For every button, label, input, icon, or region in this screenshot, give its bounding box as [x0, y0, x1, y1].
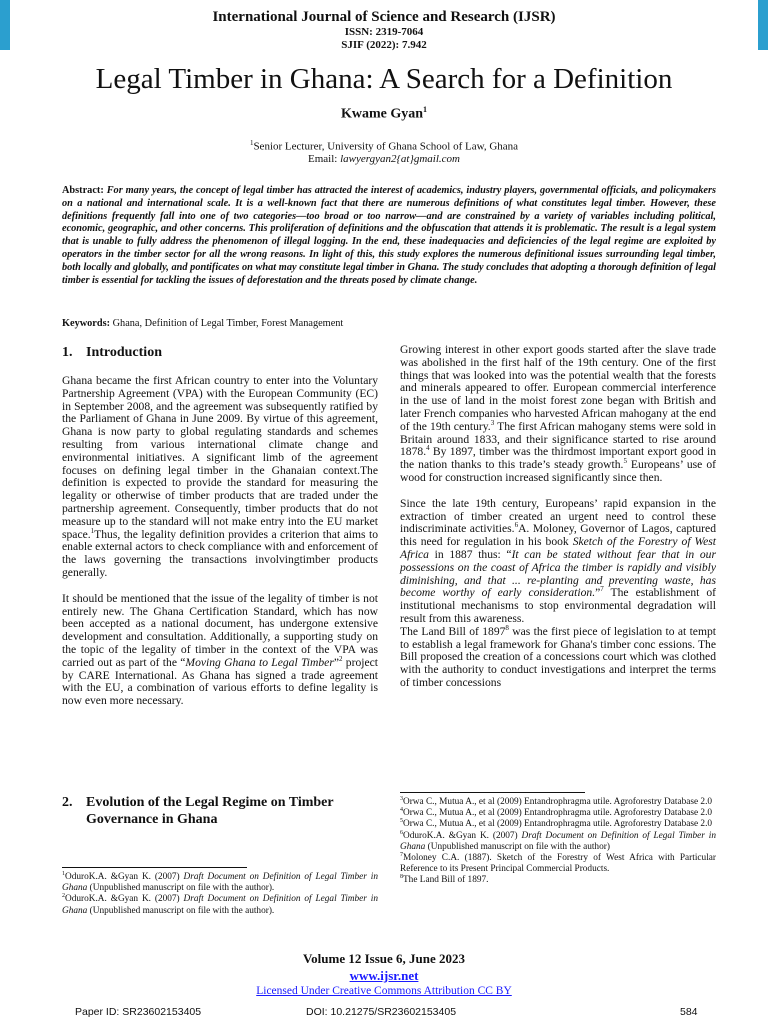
affiliation	[0, 137, 768, 165]
email-address: lawyergyan2{at}gmail.com	[340, 152, 460, 165]
footnote-6: $^6$OduroK.A. &Gyan K. (2007) Draft Document on Definition of Legal Timber in Ghana (Unpublished manuscript on file with the author)	[400, 829, 716, 852]
abstract	[62, 185, 716, 287]
section-1-heading	[62, 344, 162, 361]
footnotes-left	[62, 872, 378, 917]
journal-issn: ISSN: 2319-7064	[344, 26, 424, 38]
intro-paragraph-1: Ghana became the first African country to enter into the Voluntary Partnership Agreement (VPA) with the European Community (EC) in September 2008, and the agreement was subsequently ratified by the Parliament of Ghana in June 2009. By virtue of this agreement, Ghana is now party to global regulating standards and schemes resulting from various international climate change and environmental initiatives. A significant limb of the agreement focuses on defining legal timber in the Ghanaian context.The definition is expected to provide the standard for measuring the legality or otherwise of timber products that are traded under the partnership agreement. Consequently, timber products that do not measure up to the standard will not make entry into the EU market space.$^1$Thus, the legality definition provides a criterion that aims to enable external actors to check compliance with and enforcement of the laws governing the transactions involvingtimber products generally.	[62, 374, 378, 579]
section-2-title-line2: Governance in Ghana	[86, 812, 218, 827]
footnote-8: $^8$The Land Bill of 1897.	[400, 874, 489, 886]
journal-sjif: SJIF (2022): 7.942	[341, 39, 427, 51]
keywords-label: Keywords:	[62, 318, 111, 329]
paper-title: Legal Timber in Ghana: A Search for a Definition	[95, 63, 673, 95]
footer-license-link[interactable]: Licensed Under Creative Commons Attribution CC BY	[256, 985, 512, 997]
history-paragraph-2: Since the late 19th century, Europeans’ rapid expansion in the extraction of timber created an urgent need to control these indiscriminate activities.$^6$A. Moloney, Governor of Lagos, captured this need for regulation in his book Sketch of the Forestry of West Africa in 1887 thus: “It can be stated without fear that in our possessions on the coast of Africa the timber is rapidly and visibly diminishing, and that ... re-planting and preventing waste, has become worthy of early consideration.”$^7$ The establishment of institutional mechanisms to stop environmental degradation will result from this awareness.	[400, 496, 716, 625]
footnote-5: $^5$Orwa C., Mutua A., et al (2009) Entandrophragma utile. Agroforestry Database 2.0	[400, 818, 713, 830]
abstract-text: For many years, the concept of legal timber has attracted the interest of academics, industry players, governmental officials, and policymakers on a national and international scale. It is a well-known fact that there are numerous definitions of what constitutes legal timber. However, these definitions frequently fall into one of two categories—too broad or too narrow—and are constrained by a variety of variables including political, economic, geographic, and other concerns. This proliferation of definitions and the obfuscation that attends it is problematic. The result is a legal system that is unable to fully address the phenomenon of illegal logging. In the end, these inadequacies and deficiencies of the legal regime are exploited by operators in the timber sector for all the wrong reasons. In light of this, this study explores the numerous definitional issues surrounding legal timber, both locally and globally, and pontificates on what may constitute legal timber in Ghana. The study concludes that adopting a thorough definition of legal timber is essential for tackling the issues of deforestation and the threats posed by climate change.	[62, 185, 716, 286]
paper-id: Paper ID: SR23602153405	[75, 1006, 202, 1018]
footnote-rule-right	[400, 792, 585, 793]
author-name: Kwame Gyan	[340, 106, 424, 122]
affiliation-text: Senior Lecturer, University of Ghana School of Law, Ghana	[253, 140, 519, 153]
page-number: 584	[680, 1006, 698, 1018]
footnote-4: $^4$Orwa C., Mutua A., et al (2009) Entandrophragma utile. Agroforestry Database 2.0	[400, 807, 713, 819]
author-sup: 1	[423, 105, 428, 114]
right-column-body	[400, 344, 716, 690]
doi: DOI: 10.21275/SR23602153405	[306, 1006, 457, 1018]
footnote-7: $^7$Moloney C.A. (1887). Sketch of the Forestry of West Africa with Particular Reference to its Present Principal Commercial Products.	[400, 851, 716, 875]
keywords	[62, 317, 716, 330]
footer-site-link[interactable]: www.ijsr.net	[349, 968, 419, 983]
section-1-title: Introduction	[86, 345, 162, 360]
footer-volume: Volume 12 Issue 6, June 2023	[302, 951, 466, 966]
journal-header	[0, 8, 768, 52]
footnote-rule-left	[62, 867, 247, 868]
section-2-title-line1: Evolution of the Legal Regime on Timber	[86, 795, 334, 810]
email-label: Email:	[308, 152, 341, 165]
keywords-text: Ghana, Definition of Legal Timber, Forest Management	[112, 318, 344, 329]
footnotes-right	[400, 797, 716, 887]
journal-name: International Journal of Science and Research (IJSR)	[212, 9, 556, 25]
abstract-label: Abstract:	[62, 185, 104, 196]
footnote-3: $^3$Orwa C., Mutua A., et al (2009) Entandrophragma utile. Agroforestry Database 2.0	[400, 795, 713, 807]
footnote-1: $^1$OduroK.A. &Gyan K. (2007) Draft Document on Definition of Legal Timber in Ghana (Unpublished manuscript on file with the author).	[62, 870, 378, 894]
footnote-2: $^2$OduroK.A. &Gyan K. (2007) Draft Document on Definition of Legal Timber in Ghana (Unpublished manuscript on file with the author).	[62, 893, 378, 916]
section-2-number: 2.	[62, 795, 73, 810]
author-line	[0, 105, 768, 123]
left-column-body	[62, 375, 378, 708]
history-paragraph-1: Growing interest in other export goods started after the slave trade was abolished in the first half of the 19th century. One of the first things that was looked into was the potential wealth that the forests and minerals appeared to offer. European commercial interference in the use of land in the moist forest zone began with British and later French companies who harvested African mahogany at the end of the 19th century.$^3$ The first African mahogany stems were sold in Britain around 1833, and their significance started to rise around 1878.$^4$ By 1897, timber was the thirdmost important export good in the nation thanks to this trade’s steady growth.$^5$ Europeans’ use of wood for construction increased significantly since then.	[400, 343, 716, 484]
history-paragraph-3: The Land Bill of 1897$^8$ was the first piece of legislation to at tempt to establish a legal framework for Ghana's timber conc essions. The Bill proposed the creation of a concessions court which was clothed with the authority to conduct investigations and interpret the terms of timber concessions	[400, 623, 716, 689]
intro-paragraph-2: It should be mentioned that the issue of the legality of timber is not entirely new. The Ghana Certification Standard, which has now been accepted as a national document, has undergone extensive development and consultation. Additionally, a supporting study on the topic of the legality of timber in the context of the VPA was carried out as part of the “Moving Ghana to Legal Timber”$^2$ project by CARE International. As Ghana has signed a trade agreement with the EU, a combination of various efforts to define legality is now even more necessary.	[62, 591, 378, 708]
section-2-heading	[62, 794, 378, 828]
section-1-number: 1.	[62, 345, 73, 360]
affiliation-sup: 1	[249, 139, 254, 147]
bottom-info-bar	[0, 1006, 768, 1018]
